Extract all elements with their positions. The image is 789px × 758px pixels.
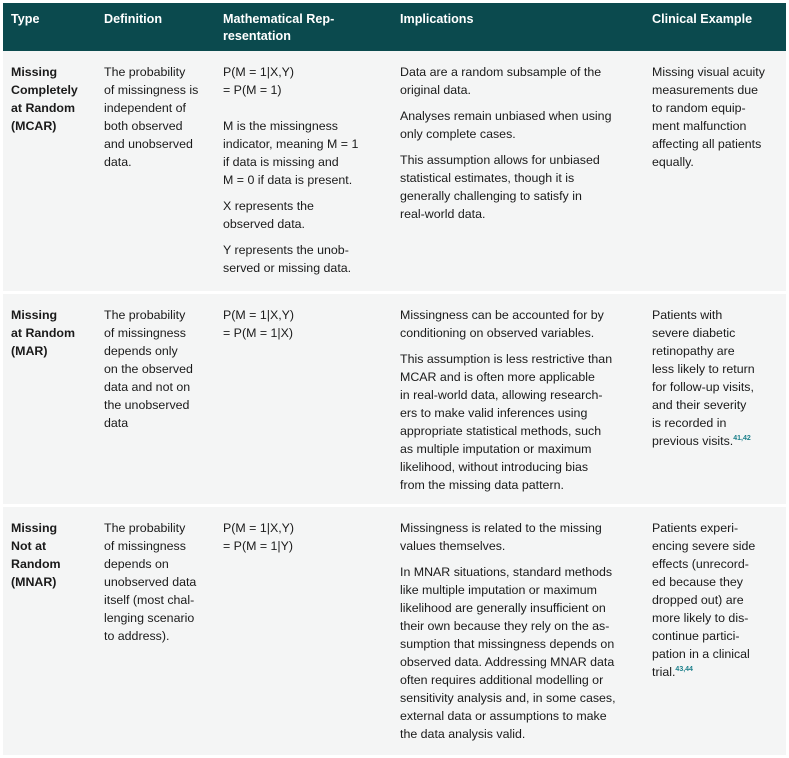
definition-line: data and not on — [104, 380, 191, 394]
implications-paragraph — [400, 306, 636, 342]
math-line: indicator, meaning M = 1 — [223, 137, 359, 151]
implications-line: generally challenging to satisfy in — [400, 189, 582, 203]
type-line: Completely — [11, 83, 78, 97]
implications-line: appropriate statistical methods, such — [400, 424, 602, 438]
implications-line: like multiple imputation or maximum — [400, 583, 597, 597]
implications-line: as multiple imputation or maximum — [400, 442, 592, 456]
type-line: (MCAR) — [11, 119, 57, 133]
implications-line: likelihood, without introducing bias — [400, 460, 589, 474]
implications-line: real-world data. — [400, 207, 486, 221]
implications-cell — [392, 506, 644, 757]
implications-line: the data analysis valid. — [400, 727, 526, 741]
example-line: to random equip- — [652, 101, 746, 115]
definition-line: unobserved data — [104, 575, 197, 589]
implications-line: original data. — [400, 83, 471, 97]
type-cell — [3, 293, 96, 506]
definition-line: of missingness is — [104, 83, 199, 97]
definition-line: to address). — [104, 629, 170, 643]
math-paragraph — [223, 197, 384, 233]
implications-line: from the missing data pattern. — [400, 478, 564, 492]
definition-cell — [96, 51, 215, 293]
implications-line: This assumption allows for unbiased — [400, 153, 600, 167]
type-line: at Random — [11, 101, 76, 115]
math-line: X represents the — [223, 199, 314, 213]
definition-cell — [96, 506, 215, 757]
math-cell — [215, 51, 392, 293]
type-line: Missing — [11, 308, 58, 322]
definition-line: of missingness — [104, 326, 186, 340]
example-line: continue partici- — [652, 629, 740, 643]
math-line: = P(M = 1|X) — [223, 326, 294, 340]
example-line: and their severity — [652, 398, 747, 412]
math-line: observed data. — [223, 217, 305, 231]
example-line: previous visits. — [652, 434, 734, 448]
definition-line: the unobserved — [104, 398, 190, 412]
implications-line: external data or assumptions to make — [400, 709, 607, 723]
implications-cell — [392, 293, 644, 506]
implications-line: in real-world data, allowing research- — [400, 388, 603, 402]
implications-line: values themselves. — [400, 539, 506, 553]
example-line: Patients experi- — [652, 521, 739, 535]
definition-line: The probability — [104, 65, 186, 79]
type-line: (MNAR) — [11, 575, 57, 589]
implications-line: Data are a random subsample of the — [400, 65, 602, 79]
citation-ref: 43,44 — [675, 666, 693, 673]
implications-paragraph — [400, 350, 636, 494]
math-paragraph — [223, 306, 384, 342]
example-line: severe diabetic — [652, 326, 736, 340]
example-line: pation in a clinical — [652, 647, 750, 661]
definition-line: depends on — [104, 557, 169, 571]
type-cell — [3, 506, 96, 757]
header-row — [3, 3, 786, 51]
example-line: less likely to return — [652, 362, 755, 376]
implications-line: likelihood are generally insufficient on — [400, 601, 606, 615]
implications-line: Analyses remain unbiased when using — [400, 109, 612, 123]
implications-line: Missingness can be accounted for by — [400, 308, 604, 322]
definition-line: data. — [104, 155, 132, 169]
implications-cell — [392, 51, 644, 293]
example-line: effects (unrecord- — [652, 557, 749, 571]
type-line: Missing — [11, 521, 58, 535]
math-line: M is the missingness — [223, 119, 338, 133]
implications-line: their own because they rely on the as- — [400, 619, 610, 633]
definition-line: lenging scenario — [104, 611, 195, 625]
math-paragraph — [223, 117, 384, 189]
definition-line: The probability — [104, 521, 186, 535]
definition-line: The probability — [104, 308, 186, 322]
example-line: for follow-up visits, — [652, 380, 754, 394]
math-line: P(M = 1|X,Y) — [223, 521, 295, 535]
implications-line: only complete cases. — [400, 127, 516, 141]
example-line: ment malfunction — [652, 119, 747, 133]
definition-line: depends only — [104, 344, 178, 358]
implications-line: ers to make valid inferences using — [400, 406, 588, 420]
math-line: M = 0 if data is present. — [223, 173, 353, 187]
implications-line: sensitivity analysis and, in some cases, — [400, 691, 616, 705]
implications-line: observed data. Addressing MNAR data — [400, 655, 615, 669]
implications-paragraph — [400, 563, 636, 743]
implications-paragraph — [400, 151, 636, 223]
math-paragraph — [223, 63, 384, 99]
example-line: dropped out) are — [652, 593, 744, 607]
example-cell — [644, 51, 786, 293]
definition-line: itself (most chal- — [104, 593, 195, 607]
definition-line: data — [104, 416, 129, 430]
citation-ref: 41,42 — [733, 435, 751, 442]
type-line: at Random — [11, 326, 76, 340]
example-line: is recorded in — [652, 416, 727, 430]
example-line: more likely to dis- — [652, 611, 749, 625]
implications-line: Missingness is related to the missing — [400, 521, 602, 535]
type-cell — [3, 51, 96, 293]
header-implications: Implications — [392, 3, 644, 51]
example-line: equally. — [652, 155, 694, 169]
implications-paragraph — [400, 107, 636, 143]
math-line: P(M = 1|X,Y) — [223, 308, 295, 322]
definition-line: and unobserved — [104, 137, 193, 151]
implications-line: conditioning on observed variables. — [400, 326, 595, 340]
implications-line: MCAR and is often more applicable — [400, 370, 595, 384]
table-row-mcar — [3, 51, 786, 293]
math-paragraph — [223, 241, 384, 277]
example-line: retinopathy are — [652, 344, 735, 358]
example-line: trial. — [652, 665, 676, 679]
implications-paragraph — [400, 519, 636, 555]
implications-line: In MNAR situations, standard methods — [400, 565, 613, 579]
header-example: Clinical Example — [644, 3, 786, 51]
table-row-mar — [3, 293, 786, 506]
example-cell — [644, 506, 786, 757]
table-row-mnar — [3, 506, 786, 757]
missing-data-table — [3, 3, 786, 758]
definition-cell — [96, 293, 215, 506]
definition-line: on the observed — [104, 362, 193, 376]
math-cell — [215, 293, 392, 506]
type-line: Random — [11, 557, 61, 571]
math-line: P(M = 1|X,Y) — [223, 65, 295, 79]
definition-line: independent of — [104, 101, 186, 115]
example-line: encing severe side — [652, 539, 756, 553]
header-math — [215, 3, 392, 51]
implications-line: often requires additional modelling or — [400, 673, 604, 687]
type-line: Not at — [11, 539, 47, 553]
example-cell — [644, 293, 786, 506]
example-line: Missing visual acuity — [652, 65, 765, 79]
math-line: served or missing data. — [223, 261, 352, 275]
math-line: = P(M = 1) — [223, 83, 282, 97]
example-line: affecting all patients — [652, 137, 762, 151]
implications-line: sumption that missingness depends on — [400, 637, 615, 651]
implications-line: This assumption is less restrictive than — [400, 352, 613, 366]
header-definition: Definition — [96, 3, 215, 51]
header-type: Type — [3, 3, 96, 51]
example-line: Patients with — [652, 308, 723, 322]
type-line: (MAR) — [11, 344, 48, 358]
example-line: measurements due — [652, 83, 759, 97]
header-math-text: Mathematical Rep-resentation — [223, 12, 335, 43]
math-paragraph — [223, 519, 384, 555]
example-line: ed because they — [652, 575, 743, 589]
definition-line: of missingness — [104, 539, 186, 553]
math-cell — [215, 506, 392, 757]
math-line: Y represents the unob- — [223, 243, 349, 257]
type-line: Missing — [11, 65, 58, 79]
implications-line: statistical estimates, though it is — [400, 171, 575, 185]
definition-line: both observed — [104, 119, 183, 133]
math-line: = P(M = 1|Y) — [223, 539, 294, 553]
implications-paragraph — [400, 63, 636, 99]
math-line: if data is missing and — [223, 155, 339, 169]
